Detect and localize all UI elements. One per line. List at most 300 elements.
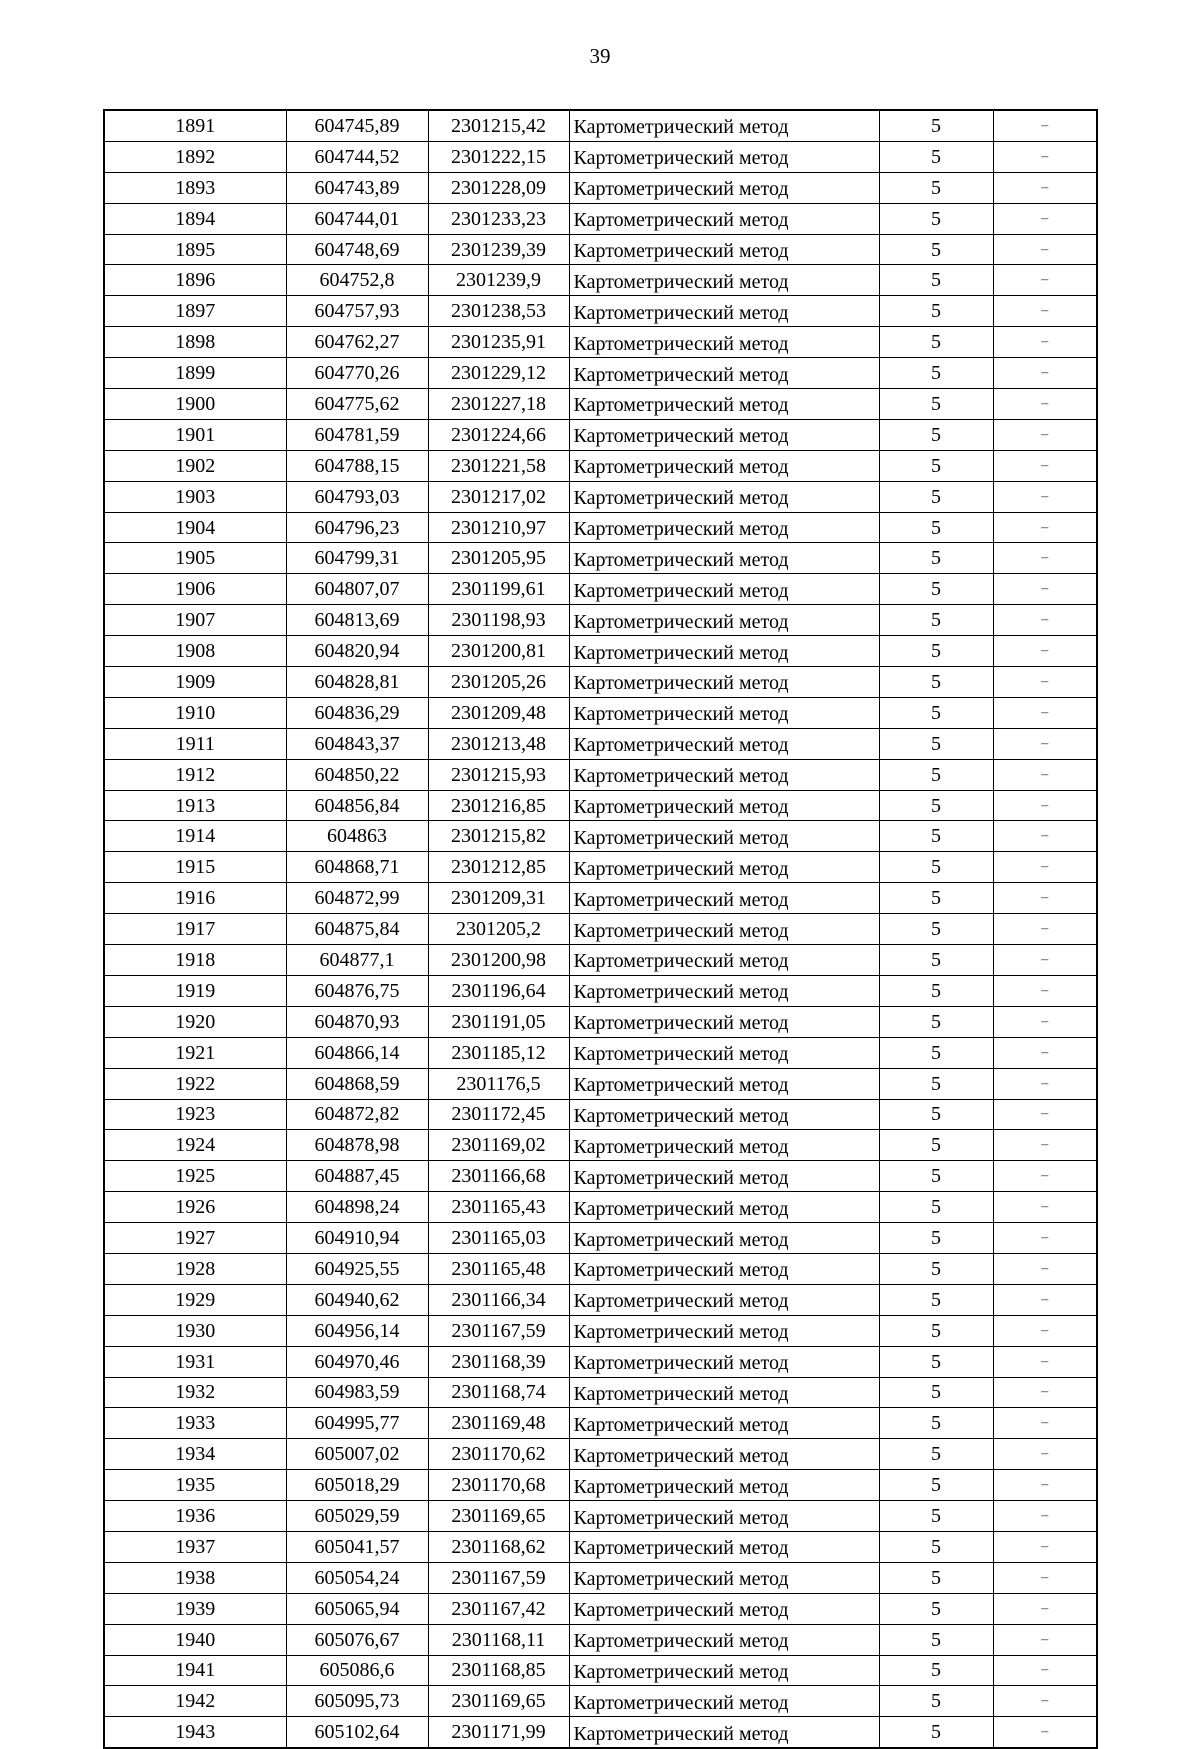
description-cell: – [993,543,1097,574]
accuracy-cell: 5 [879,296,993,327]
x-coordinate-cell: 604781,59 [286,419,428,450]
y-coordinate-cell: 2301168,74 [428,1377,569,1408]
method-cell: Картометрический метод [569,1439,879,1470]
method-cell: Картометрический метод [569,728,879,759]
description-cell: – [993,1006,1097,1037]
accuracy-cell: 5 [879,203,993,234]
method-cell: Картометрический метод [569,265,879,296]
description-cell: – [993,419,1097,450]
table-row [104,636,1097,667]
x-coordinate-cell: 605041,57 [286,1531,428,1562]
x-coordinate-cell: 604850,22 [286,759,428,790]
method-cell: Картометрический метод [569,1006,879,1037]
table-row [104,1377,1097,1408]
table-row [104,728,1097,759]
point-number-cell: 1913 [104,790,286,821]
y-coordinate-cell: 2301229,12 [428,358,569,389]
description-cell: – [993,265,1097,296]
description-cell: – [993,1470,1097,1501]
method-cell: Картометрический метод [569,1192,879,1223]
description-cell: – [993,1501,1097,1532]
method-cell: Картометрический метод [569,1037,879,1068]
table-row [104,914,1097,945]
table-row [104,419,1097,450]
point-number-cell: 1937 [104,1531,286,1562]
point-number-cell: 1909 [104,667,286,698]
x-coordinate-cell: 605018,29 [286,1470,428,1501]
description-cell: – [993,975,1097,1006]
table-row [104,574,1097,605]
method-cell: Картометрический метод [569,636,879,667]
description-cell: – [993,1717,1097,1748]
x-coordinate-cell: 604910,94 [286,1223,428,1254]
point-number-cell: 1924 [104,1130,286,1161]
description-cell: – [993,697,1097,728]
accuracy-cell: 5 [879,1006,993,1037]
point-number-cell: 1923 [104,1099,286,1130]
accuracy-cell: 5 [879,1501,993,1532]
accuracy-cell: 5 [879,1346,993,1377]
table-row [104,1130,1097,1161]
method-cell: Картометрический метод [569,1655,879,1686]
accuracy-cell: 5 [879,1439,993,1470]
table-row [104,821,1097,852]
table-row [104,358,1097,389]
y-coordinate-cell: 2301170,62 [428,1439,569,1470]
point-number-cell: 1938 [104,1562,286,1593]
method-cell: Картометрический метод [569,1408,879,1439]
x-coordinate-cell: 604743,89 [286,172,428,203]
x-coordinate-cell: 605007,02 [286,1439,428,1470]
point-number-cell: 1932 [104,1377,286,1408]
x-coordinate-cell: 604748,69 [286,234,428,265]
table-row [104,945,1097,976]
accuracy-cell: 5 [879,636,993,667]
table-row [104,1099,1097,1130]
y-coordinate-cell: 2301200,98 [428,945,569,976]
description-cell: – [993,141,1097,172]
point-number-cell: 1915 [104,852,286,883]
x-coordinate-cell: 604828,81 [286,667,428,698]
y-coordinate-cell: 2301168,85 [428,1655,569,1686]
x-coordinate-cell: 604940,62 [286,1284,428,1315]
y-coordinate-cell: 2301168,39 [428,1346,569,1377]
accuracy-cell: 5 [879,234,993,265]
accuracy-cell: 5 [879,1130,993,1161]
method-cell: Картометрический метод [569,883,879,914]
method-cell: Картометрический метод [569,110,879,141]
description-cell: – [993,1346,1097,1377]
table-row [104,790,1097,821]
accuracy-cell: 5 [879,1253,993,1284]
accuracy-cell: 5 [879,1593,993,1624]
x-coordinate-cell: 604925,55 [286,1253,428,1284]
point-number-cell: 1895 [104,234,286,265]
accuracy-cell: 5 [879,1377,993,1408]
x-coordinate-cell: 604970,46 [286,1346,428,1377]
point-number-cell: 1925 [104,1161,286,1192]
method-cell: Картометрический метод [569,327,879,358]
table-row [104,667,1097,698]
y-coordinate-cell: 2301198,93 [428,605,569,636]
accuracy-cell: 5 [879,1470,993,1501]
y-coordinate-cell: 2301166,68 [428,1161,569,1192]
accuracy-cell: 5 [879,481,993,512]
accuracy-cell: 5 [879,358,993,389]
description-cell: – [993,296,1097,327]
y-coordinate-cell: 2301222,15 [428,141,569,172]
x-coordinate-cell: 604877,1 [286,945,428,976]
table-row [104,389,1097,420]
y-coordinate-cell: 2301165,48 [428,1253,569,1284]
description-cell: – [993,358,1097,389]
y-coordinate-cell: 2301165,43 [428,1192,569,1223]
table-row [104,1531,1097,1562]
accuracy-cell: 5 [879,728,993,759]
accuracy-cell: 5 [879,172,993,203]
table-row [104,110,1097,141]
accuracy-cell: 5 [879,975,993,1006]
method-cell: Картометрический метод [569,296,879,327]
point-number-cell: 1943 [104,1717,286,1748]
point-number-cell: 1899 [104,358,286,389]
accuracy-cell: 5 [879,667,993,698]
accuracy-cell: 5 [879,327,993,358]
accuracy-cell: 5 [879,512,993,543]
y-coordinate-cell: 2301199,61 [428,574,569,605]
x-coordinate-cell: 604875,84 [286,914,428,945]
point-number-cell: 1912 [104,759,286,790]
table-row [104,481,1097,512]
point-number-cell: 1898 [104,327,286,358]
table-row [104,1686,1097,1717]
method-cell: Картометрический метод [569,1377,879,1408]
y-coordinate-cell: 2301176,5 [428,1068,569,1099]
accuracy-cell: 5 [879,1562,993,1593]
table-row [104,1470,1097,1501]
method-cell: Картометрический метод [569,667,879,698]
method-cell: Картометрический метод [569,203,879,234]
accuracy-cell: 5 [879,1068,993,1099]
description-cell: – [993,110,1097,141]
point-number-cell: 1930 [104,1315,286,1346]
method-cell: Картометрический метод [569,790,879,821]
point-number-cell: 1896 [104,265,286,296]
point-number-cell: 1927 [104,1223,286,1254]
table-row [104,975,1097,1006]
table-row [104,1068,1097,1099]
point-number-cell: 1894 [104,203,286,234]
description-cell: – [993,883,1097,914]
x-coordinate-cell: 604745,89 [286,110,428,141]
accuracy-cell: 5 [879,1284,993,1315]
y-coordinate-cell: 2301170,68 [428,1470,569,1501]
x-coordinate-cell: 604820,94 [286,636,428,667]
point-number-cell: 1904 [104,512,286,543]
page-number: 39 [589,44,611,68]
y-coordinate-cell: 2301171,99 [428,1717,569,1748]
y-coordinate-cell: 2301185,12 [428,1037,569,1068]
y-coordinate-cell: 2301205,26 [428,667,569,698]
point-number-cell: 1920 [104,1006,286,1037]
table-row [104,172,1097,203]
y-coordinate-cell: 2301168,62 [428,1531,569,1562]
accuracy-cell: 5 [879,790,993,821]
method-cell: Картометрический метод [569,450,879,481]
description-cell: – [993,1192,1097,1223]
point-number-cell: 1916 [104,883,286,914]
method-cell: Картометрический метод [569,1284,879,1315]
description-cell: – [993,1439,1097,1470]
point-number-cell: 1910 [104,697,286,728]
y-coordinate-cell: 2301209,31 [428,883,569,914]
point-number-cell: 1934 [104,1439,286,1470]
y-coordinate-cell: 2301167,42 [428,1593,569,1624]
accuracy-cell: 5 [879,852,993,883]
y-coordinate-cell: 2301169,65 [428,1686,569,1717]
y-coordinate-cell: 2301169,65 [428,1501,569,1532]
table-row [104,605,1097,636]
accuracy-cell: 5 [879,697,993,728]
description-cell: – [993,1130,1097,1161]
accuracy-cell: 5 [879,1531,993,1562]
table-row [104,450,1097,481]
x-coordinate-cell: 604744,01 [286,203,428,234]
table-row [104,1346,1097,1377]
method-cell: Картометрический метод [569,697,879,728]
description-cell: – [993,234,1097,265]
x-coordinate-cell: 604868,71 [286,852,428,883]
description-cell: – [993,389,1097,420]
description-cell: – [993,667,1097,698]
description-cell: – [993,327,1097,358]
x-coordinate-cell: 604956,14 [286,1315,428,1346]
accuracy-cell: 5 [879,543,993,574]
table-row [104,883,1097,914]
y-coordinate-cell: 2301227,18 [428,389,569,420]
y-coordinate-cell: 2301239,39 [428,234,569,265]
method-cell: Картометрический метод [569,574,879,605]
y-coordinate-cell: 2301239,9 [428,265,569,296]
method-cell: Картометрический метод [569,1161,879,1192]
point-number-cell: 1917 [104,914,286,945]
table-row [104,1037,1097,1068]
x-coordinate-cell: 605065,94 [286,1593,428,1624]
description-cell: – [993,172,1097,203]
point-number-cell: 1893 [104,172,286,203]
table-row [104,296,1097,327]
point-number-cell: 1929 [104,1284,286,1315]
y-coordinate-cell: 2301196,64 [428,975,569,1006]
description-cell: – [993,821,1097,852]
description-cell: – [993,574,1097,605]
point-number-cell: 1907 [104,605,286,636]
method-cell: Картометрический метод [569,1253,879,1284]
point-number-cell: 1902 [104,450,286,481]
point-number-cell: 1921 [104,1037,286,1068]
method-cell: Картометрический метод [569,512,879,543]
x-coordinate-cell: 605095,73 [286,1686,428,1717]
x-coordinate-cell: 605054,24 [286,1562,428,1593]
table-body [104,110,1097,1748]
x-coordinate-cell: 604868,59 [286,1068,428,1099]
description-cell: – [993,1161,1097,1192]
accuracy-cell: 5 [879,1223,993,1254]
method-cell: Картометрический метод [569,852,879,883]
point-number-cell: 1928 [104,1253,286,1284]
y-coordinate-cell: 2301221,58 [428,450,569,481]
description-cell: – [993,1223,1097,1254]
accuracy-cell: 5 [879,759,993,790]
method-cell: Картометрический метод [569,1346,879,1377]
y-coordinate-cell: 2301167,59 [428,1562,569,1593]
accuracy-cell: 5 [879,1037,993,1068]
x-coordinate-cell: 604836,29 [286,697,428,728]
table-row [104,1655,1097,1686]
x-coordinate-cell: 604878,98 [286,1130,428,1161]
x-coordinate-cell: 605029,59 [286,1501,428,1532]
point-number-cell: 1911 [104,728,286,759]
point-number-cell: 1918 [104,945,286,976]
x-coordinate-cell: 604757,93 [286,296,428,327]
table-row [104,234,1097,265]
x-coordinate-cell: 604866,14 [286,1037,428,1068]
y-coordinate-cell: 2301216,85 [428,790,569,821]
table-row [104,1006,1097,1037]
table-row [104,203,1097,234]
description-cell: – [993,1408,1097,1439]
accuracy-cell: 5 [879,1161,993,1192]
y-coordinate-cell: 2301228,09 [428,172,569,203]
accuracy-cell: 5 [879,821,993,852]
point-number-cell: 1942 [104,1686,286,1717]
point-number-cell: 1941 [104,1655,286,1686]
accuracy-cell: 5 [879,945,993,976]
x-coordinate-cell: 604762,27 [286,327,428,358]
accuracy-cell: 5 [879,141,993,172]
y-coordinate-cell: 2301205,2 [428,914,569,945]
description-cell: – [993,481,1097,512]
x-coordinate-cell: 604863 [286,821,428,852]
description-cell: – [993,1284,1097,1315]
x-coordinate-cell: 604813,69 [286,605,428,636]
description-cell: – [993,1593,1097,1624]
point-number-cell: 1922 [104,1068,286,1099]
table-row [104,1624,1097,1655]
accuracy-cell: 5 [879,605,993,636]
x-coordinate-cell: 604744,52 [286,141,428,172]
method-cell: Картометрический метод [569,1501,879,1532]
table-row [104,1284,1097,1315]
method-cell: Картометрический метод [569,481,879,512]
table-row [104,1408,1097,1439]
y-coordinate-cell: 2301213,48 [428,728,569,759]
accuracy-cell: 5 [879,450,993,481]
y-coordinate-cell: 2301205,95 [428,543,569,574]
accuracy-cell: 5 [879,1315,993,1346]
point-number-cell: 1892 [104,141,286,172]
table-row [104,1593,1097,1624]
x-coordinate-cell: 604775,62 [286,389,428,420]
x-coordinate-cell: 604752,8 [286,265,428,296]
x-coordinate-cell: 604995,77 [286,1408,428,1439]
x-coordinate-cell: 604887,45 [286,1161,428,1192]
y-coordinate-cell: 2301209,48 [428,697,569,728]
description-cell: – [993,1037,1097,1068]
description-cell: – [993,1068,1097,1099]
accuracy-cell: 5 [879,1408,993,1439]
description-cell: – [993,1655,1097,1686]
method-cell: Картометрический метод [569,605,879,636]
x-coordinate-cell: 604983,59 [286,1377,428,1408]
description-cell: – [993,1315,1097,1346]
y-coordinate-cell: 2301210,97 [428,512,569,543]
accuracy-cell: 5 [879,883,993,914]
table-row [104,327,1097,358]
table-row [104,543,1097,574]
description-cell: – [993,203,1097,234]
table-row [104,141,1097,172]
accuracy-cell: 5 [879,574,993,605]
y-coordinate-cell: 2301165,03 [428,1223,569,1254]
method-cell: Картометрический метод [569,1562,879,1593]
coordinates-table [103,109,1098,1749]
description-cell: – [993,759,1097,790]
x-coordinate-cell: 604872,99 [286,883,428,914]
y-coordinate-cell: 2301167,59 [428,1315,569,1346]
method-cell: Картометрический метод [569,358,879,389]
x-coordinate-cell: 604876,75 [286,975,428,1006]
description-cell: – [993,450,1097,481]
x-coordinate-cell: 604843,37 [286,728,428,759]
x-coordinate-cell: 605086,6 [286,1655,428,1686]
description-cell: – [993,1624,1097,1655]
accuracy-cell: 5 [879,1655,993,1686]
description-cell: – [993,945,1097,976]
method-cell: Картометрический метод [569,1068,879,1099]
point-number-cell: 1900 [104,389,286,420]
x-coordinate-cell: 604898,24 [286,1192,428,1223]
table-row [104,1717,1097,1748]
accuracy-cell: 5 [879,419,993,450]
table-row [104,265,1097,296]
accuracy-cell: 5 [879,265,993,296]
accuracy-cell: 5 [879,1686,993,1717]
point-number-cell: 1914 [104,821,286,852]
method-cell: Картометрический метод [569,975,879,1006]
description-cell: – [993,605,1097,636]
method-cell: Картометрический метод [569,1130,879,1161]
table-row [104,1315,1097,1346]
description-cell: – [993,1531,1097,1562]
method-cell: Картометрический метод [569,821,879,852]
description-cell: – [993,636,1097,667]
method-cell: Картометрический метод [569,389,879,420]
y-coordinate-cell: 2301200,81 [428,636,569,667]
method-cell: Картометрический метод [569,1531,879,1562]
y-coordinate-cell: 2301235,91 [428,327,569,358]
point-number-cell: 1935 [104,1470,286,1501]
y-coordinate-cell: 2301169,02 [428,1130,569,1161]
description-cell: – [993,512,1097,543]
y-coordinate-cell: 2301172,45 [428,1099,569,1130]
x-coordinate-cell: 604770,26 [286,358,428,389]
accuracy-cell: 5 [879,914,993,945]
y-coordinate-cell: 2301215,42 [428,110,569,141]
point-number-cell: 1906 [104,574,286,605]
method-cell: Картометрический метод [569,914,879,945]
description-cell: – [993,790,1097,821]
